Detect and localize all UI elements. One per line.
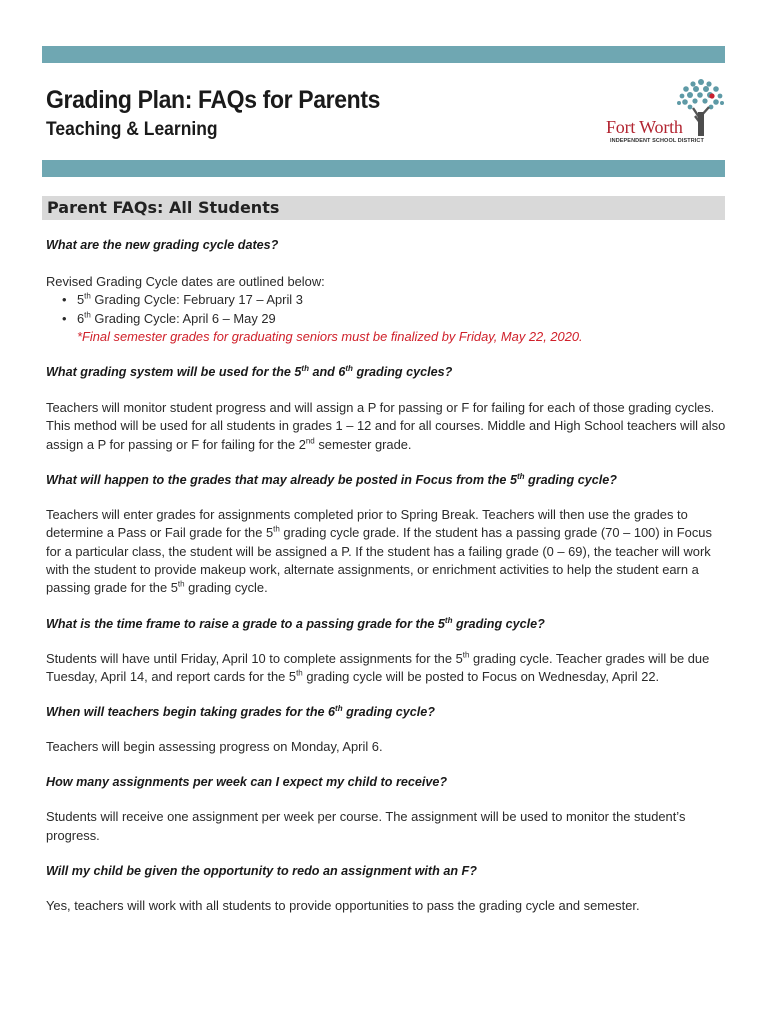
faq-question: What is the time frame to raise a grade to a passing grade for the 5th grading cycle? bbox=[46, 615, 545, 631]
faq-answer: Yes, teachers will work with all students to provide opportunities to pass the grading cycle and semester. bbox=[46, 898, 640, 914]
faq-content bbox=[46, 236, 726, 915]
faq-answer: Teachers will enter grades for assignments completed prior to Spring Break. Teachers will then use the grades to determine a Pass or Fail grade for the 5th grading cycle grade. If the student has a passing grade (70 – 100) in Focus for a particular class, the student will be assigned a P. If the student has a failing grade (0 – 69), the teacher will work with the student to provide makeup work, alternate assignments, or enrichment activities to help the student earn a passing grade for the 5th grading cycle. bbox=[46, 507, 712, 596]
faq-answer: Students will receive one assignment per week per course. The assignment will be used to monitor the student’s progress. bbox=[46, 809, 686, 843]
faq-question: What grading system will be used for the 5th and 6th grading cycles? bbox=[46, 364, 453, 380]
cycle-dates-list bbox=[46, 291, 726, 328]
logo-name-text: Fort Worth bbox=[606, 117, 683, 137]
faq-question: What are the new grading cycle dates? bbox=[46, 238, 279, 252]
senior-grades-note: *Final semester grades for graduating seniors must be finalized by Friday, May 22, 2020. bbox=[77, 328, 583, 344]
faq-question: What will happen to the grades that may already be posted in Focus from the 5th grading cycle? bbox=[46, 471, 617, 488]
bullet-icon: • bbox=[62, 292, 67, 308]
faq-answer: Revised Grading Cycle dates are outlined below: bbox=[46, 274, 325, 289]
header-top-band bbox=[42, 46, 725, 63]
header-bottom-band bbox=[42, 160, 725, 177]
section-header bbox=[42, 196, 725, 220]
faq-question: When will teachers begin taking grades for the 6th grading cycle? bbox=[46, 703, 435, 720]
faq-question: How many assignments per week can I expect my child to receive? bbox=[46, 775, 448, 790]
document-title: Grading Plan: FAQs for Parents bbox=[46, 86, 381, 114]
faq-question: Will my child be given the opportunity to redo an assignment with an F? bbox=[46, 864, 477, 879]
logo-subname-text: INDEPENDENT SCHOOL DISTRICT bbox=[610, 138, 704, 144]
faq-answer: Students will have until Friday, April 10 to complete assignments for the 5th grading cycle. Teacher grades will be due Tuesday, April 14, and report cards for the 5th grading cycle will be posted to Focus on Wednesday, April 22. bbox=[46, 650, 710, 684]
faq-answer: Teachers will monitor student progress and will assign a P for passing or F for failing for each of those grading cycles. This method will be used for all students in grades 1 – 12 and for all courses. Middle and High School teachers will also assign a P for passing or F for failing for the 2nd semester grade. bbox=[46, 400, 726, 452]
bullet-icon: • bbox=[62, 310, 67, 326]
document-subtitle: Teaching & Learning bbox=[46, 119, 218, 140]
list-item: • 5th Grading Cycle: February 17 – April 3 bbox=[46, 291, 726, 309]
district-logo bbox=[604, 76, 728, 150]
tree-logo-icon bbox=[676, 76, 726, 138]
faq-answer: Teachers will begin assessing progress on Monday, April 6. bbox=[46, 739, 383, 755]
section-title: Parent FAQs: All Students bbox=[47, 198, 280, 217]
list-item: • 6th Grading Cycle: April 6 – May 29 bbox=[46, 310, 726, 328]
